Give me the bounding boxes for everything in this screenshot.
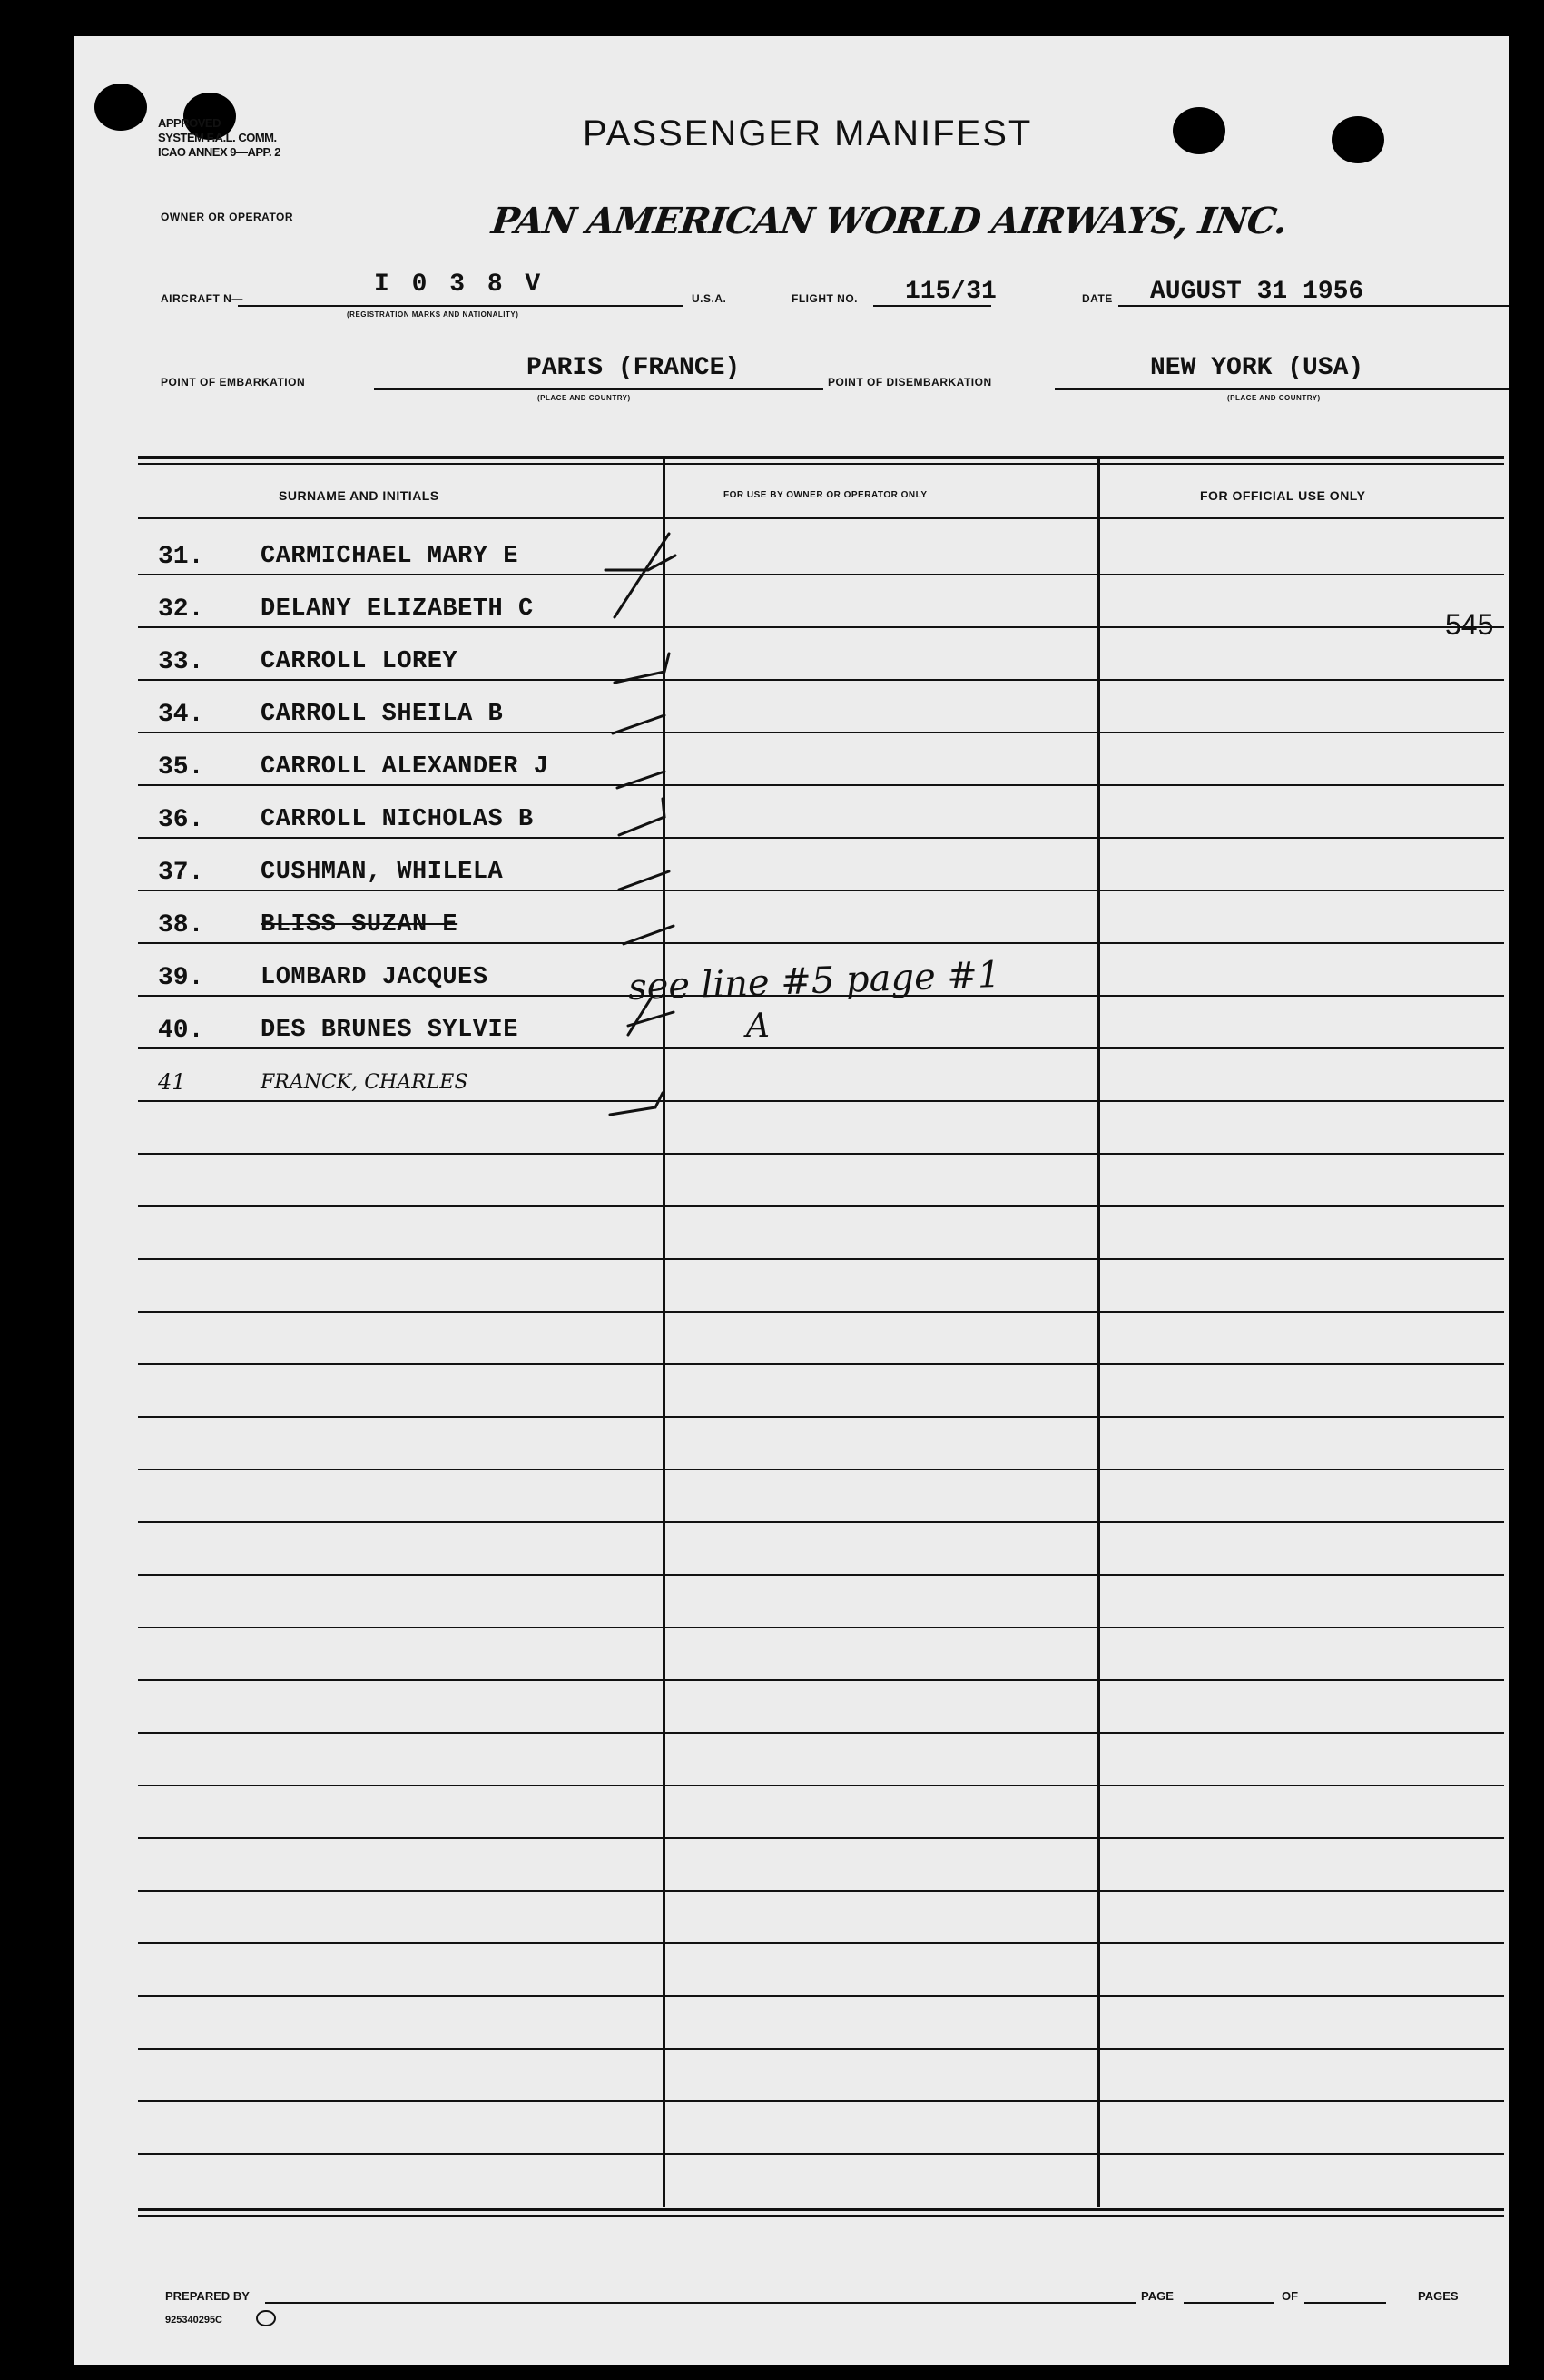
row-number: 36.: [158, 806, 204, 834]
row-number: 32.: [158, 595, 204, 624]
approval-line: SYSTEM F.A.L. COMM.: [158, 131, 277, 144]
rule-line: [138, 1995, 1504, 1997]
passenger-name-handwritten: FRANCK, CHARLES: [261, 1071, 468, 1094]
of-underline: [1304, 2302, 1386, 2304]
aircraft-underline: [238, 305, 683, 307]
rule-line: [138, 1311, 1504, 1313]
registration-note: (REGISTRATION MARKS AND NATIONALITY): [347, 310, 519, 319]
rule-line: [138, 1890, 1504, 1892]
page-title: PASSENGER MANIFEST: [583, 113, 1033, 153]
approval-line: APPROVED: [158, 116, 221, 130]
column-header-operator-use: FOR USE BY OWNER OR OPERATOR ONLY: [723, 490, 928, 500]
check-mark: [619, 799, 664, 835]
manifest-sheet: [74, 36, 1509, 2365]
punch-hole: [94, 84, 147, 131]
rule-line: [138, 1679, 1504, 1681]
union-label-icon: [256, 2310, 276, 2326]
check-mark: [615, 654, 669, 683]
passenger-name: CARROLL SHEILA B: [261, 701, 504, 728]
row-number: 33.: [158, 648, 204, 676]
official-number: 545: [1445, 608, 1494, 641]
row-number-handwritten: 41: [158, 1069, 186, 1095]
passenger-name: LOMBARD JACQUES: [261, 964, 488, 991]
passenger-name: CARMICHAEL MARY E: [261, 543, 518, 570]
passenger-name-struck: BLISS SUZAN E: [261, 911, 458, 939]
embarkation-underline: [374, 388, 823, 390]
check-mark: [619, 871, 669, 890]
row-number: 35.: [158, 753, 204, 782]
page-label: PAGE: [1141, 2289, 1174, 2303]
disembarkation-underline: [1055, 388, 1509, 390]
disembarkation-label: POINT OF DISEMBARKATION: [828, 376, 992, 388]
disembarkation-note: (PLACE AND COUNTRY): [1227, 394, 1321, 402]
rule-line: [138, 1785, 1504, 1786]
rule-line: [138, 1574, 1504, 1576]
date-label: DATE: [1082, 292, 1113, 305]
flight-label: FLIGHT NO.: [792, 292, 858, 305]
prepared-by-label: PREPARED BY: [165, 2289, 250, 2303]
rule-line: [138, 1732, 1504, 1734]
column-header-surname: SURNAME AND INITIALS: [279, 488, 439, 503]
passenger-name: CARROLL NICHOLAS B: [261, 806, 534, 833]
of-label: OF: [1282, 2289, 1299, 2303]
usa-label: U.S.A.: [692, 292, 727, 305]
rule-line: [138, 2153, 1504, 2155]
row-number: 39.: [158, 964, 204, 992]
check-mark: [615, 534, 669, 617]
row-number: 34.: [158, 701, 204, 729]
embarkation-value: PARIS (FRANCE): [526, 354, 741, 382]
row-number: 38.: [158, 911, 204, 939]
form-number: 925340295C: [165, 2315, 223, 2326]
rule-line: [138, 1416, 1504, 1418]
passenger-name: CUSHMAN, WHILELA: [261, 859, 504, 886]
check-marks: [74, 490, 1509, 1307]
handwritten-mark: A: [746, 1008, 770, 1045]
row-number: 37.: [158, 859, 204, 887]
passenger-name: DELANY ELIZABETH C: [261, 595, 534, 623]
check-mark: [624, 926, 674, 944]
rule-line: [138, 1837, 1504, 1839]
table-bottom-rule: [138, 2208, 1504, 2211]
punch-hole: [1332, 116, 1384, 163]
passenger-name: CARROLL LOREY: [261, 648, 458, 675]
approval-line: ICAO ANNEX 9—APP. 2: [158, 145, 280, 159]
rule-line: [138, 1942, 1504, 1944]
prepared-by-underline: [265, 2302, 1136, 2304]
table-top-rule-thin: [138, 463, 1504, 465]
embarkation-label: POINT OF EMBARKATION: [161, 376, 306, 388]
check-mark: [617, 772, 664, 788]
check-mark: [613, 715, 664, 733]
passenger-name: DES BRUNES SYLVIE: [261, 1017, 518, 1044]
rule-line: [138, 1627, 1504, 1628]
rule-line: [138, 1363, 1504, 1365]
rule-line: [138, 2048, 1504, 2050]
page-underline: [1184, 2302, 1274, 2304]
row-number: 40.: [158, 1017, 204, 1045]
handwritten-note: see line #5 page #1: [627, 953, 1002, 1009]
punch-hole: [1173, 107, 1225, 154]
operator-name: PAN AMERICAN WORLD AIRWAYS, INC.: [488, 200, 1290, 242]
rule-line: [138, 1469, 1504, 1470]
column-header-official-use: FOR OFFICIAL USE ONLY: [1200, 488, 1366, 503]
check-mark: [605, 556, 675, 570]
owner-label: OWNER OR OPERATOR: [161, 211, 294, 223]
aircraft-label: AIRCRAFT N—: [161, 292, 243, 305]
flight-value: 115/31: [905, 278, 997, 306]
row-number: 31.: [158, 543, 204, 571]
pages-label: PAGES: [1418, 2289, 1459, 2303]
passenger-name: CARROLL ALEXANDER J: [261, 753, 549, 781]
table-top-rule: [138, 456, 1504, 459]
rule-line: [138, 1521, 1504, 1523]
aircraft-value: I 0 3 8 V: [374, 270, 545, 299]
date-value: AUGUST 31 1956: [1150, 278, 1364, 306]
embarkation-note: (PLACE AND COUNTRY): [537, 394, 631, 402]
table-bottom-rule-thin: [138, 2215, 1504, 2217]
approval-note: [158, 116, 303, 160]
check-mark: [610, 1093, 663, 1115]
disembarkation-value: NEW YORK (USA): [1150, 354, 1364, 382]
rule-line: [138, 2100, 1504, 2102]
